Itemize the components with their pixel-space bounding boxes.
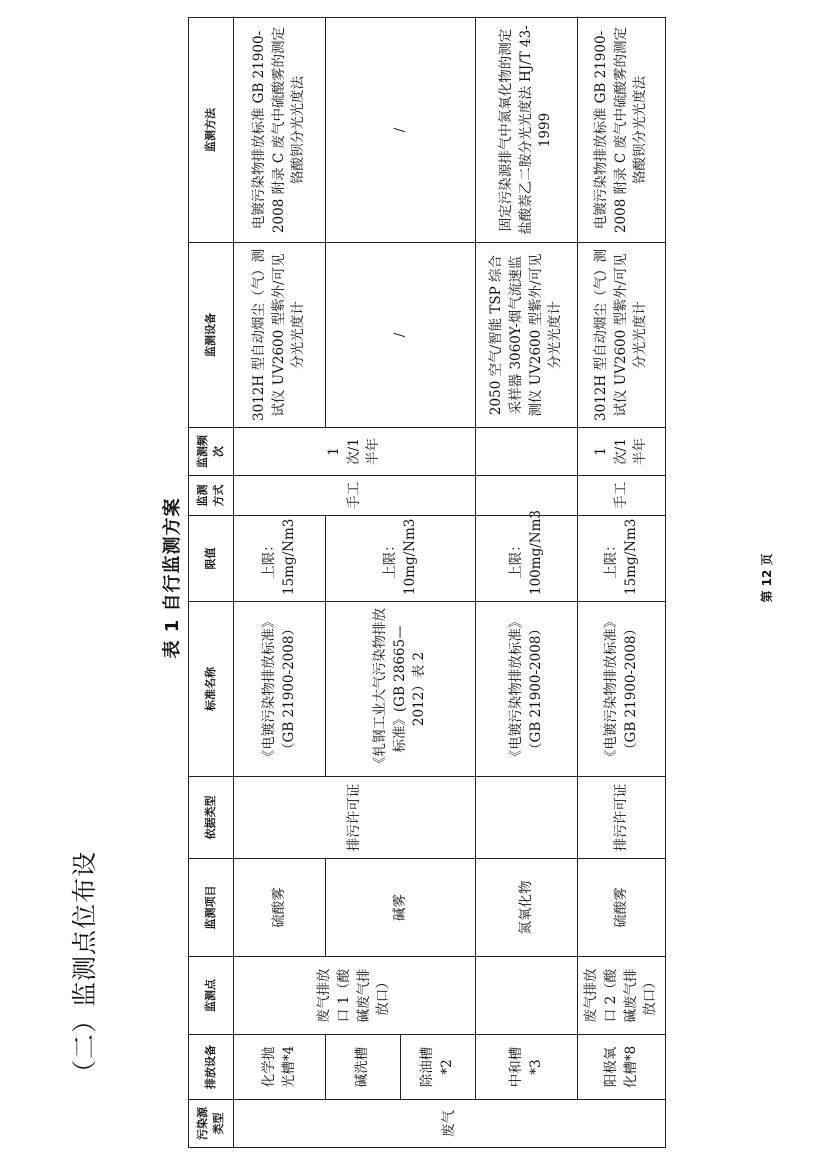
freq-cell: 1 次/1 半年: [578, 428, 666, 476]
device-cell: /: [326, 243, 476, 428]
item-cell: 硫酸雾: [234, 859, 326, 957]
standard-cell: 《轧钢工业大气污染物排放标准》(GB 28665—2012）表 2: [326, 602, 476, 777]
method-cell: 电镀污染物排放标准 GB 21900-2008 附录 C 废气中硫酸雾的测定 铬酸钡分光光度法: [578, 18, 666, 243]
standard-cell: 《电镀污染物排放标准》（GB 21900-2008）: [476, 602, 578, 777]
page-number: 第 12 页: [760, 553, 774, 603]
header-limit: 限值: [189, 516, 234, 602]
limit-cell: 上限：100mg/Nm3: [476, 516, 578, 602]
method-cell: 电镀污染物排放标准 GB 21900-2008 附录 C 废气中硫酸雾的测定 铬酸钡分光光度法: [234, 18, 326, 243]
header-freq: 监测频次: [189, 428, 234, 476]
method-cell: 固定污染源排气中氮氧化物的测定 盐酸萘乙二胺分光光度法 HJ/T 43-1999: [476, 18, 578, 243]
header-method: 监测方法: [189, 18, 234, 243]
limit-cell: 上限：10mg/Nm3: [326, 516, 476, 602]
point-cell: [476, 957, 578, 1035]
monitoring-plan-table: [188, 17, 666, 1148]
equipment-cell: 除油槽*2: [401, 1035, 476, 1100]
source-type-cell: 废气: [234, 1100, 666, 1148]
header-source-type: 污染源类型: [189, 1100, 234, 1148]
header-standard: 标准名称: [189, 602, 234, 777]
method-cell: /: [326, 18, 476, 243]
device-cell: 2050 空气/智能 TSP 综合采样器 3060Y-烟气流速监测仪 UV2600 型紫外/可见分光光度计: [476, 243, 578, 428]
limit-cell: 上限：15mg/Nm3: [234, 516, 326, 602]
equipment-cell: 化学抛光槽*4: [234, 1035, 326, 1100]
mode-cell: 手工: [578, 476, 666, 516]
basis-cell: 排污许可证: [234, 777, 476, 859]
table-row: [476, 18, 578, 1148]
equipment-cell: 中和槽*3: [476, 1035, 578, 1100]
mode-cell: 手工: [234, 476, 476, 516]
standard-cell: 《电镀污染物排放标准》（GB 21900-2008）: [234, 602, 326, 777]
limit-cell: 上限：15mg/Nm3: [578, 516, 666, 602]
table-caption: 表 1 自行监测方案: [162, 497, 183, 659]
header-mode: 监测方式: [189, 476, 234, 516]
header-point: 监测点: [189, 957, 234, 1035]
basis-cell: 排污许可证: [578, 777, 666, 859]
item-cell: 氮氧化物: [476, 859, 578, 957]
point-cell: 废气排放口 1（酸碱废气排放口）: [234, 957, 476, 1035]
basis-cell: [476, 777, 578, 859]
standard-cell: 《电镀污染物排放标准》（GB 21900-2008）: [578, 602, 666, 777]
section-title: （二）监测点位布设: [70, 850, 99, 1085]
header-equipment: 排放设备: [189, 1035, 234, 1100]
device-cell: 3012H 型自动烟尘（气）测试仪 UV2600 型紫外/可见分光光度计: [578, 243, 666, 428]
table-header-row: [189, 18, 234, 1148]
header-item: 监测项目: [189, 859, 234, 957]
item-cell: 碱雾: [326, 859, 476, 957]
device-cell: 3012H 型自动烟尘（气）测试仪 UV2600 型紫外/可见分光光度计: [234, 243, 326, 428]
table-row: [234, 18, 326, 1148]
equipment-cell: 碱洗槽: [326, 1035, 401, 1100]
header-device: 监测设备: [189, 243, 234, 428]
point-cell: 废气排放口 2（酸碱废气排放口）: [578, 957, 666, 1035]
item-cell: 硫酸雾: [578, 859, 666, 957]
freq-cell: [476, 428, 578, 476]
header-basis: 依据类型: [189, 777, 234, 859]
freq-cell: 1 次/1 半年: [234, 428, 476, 476]
equipment-cell: 阳极氧化槽*8: [578, 1035, 666, 1100]
table-row: [578, 18, 666, 1148]
